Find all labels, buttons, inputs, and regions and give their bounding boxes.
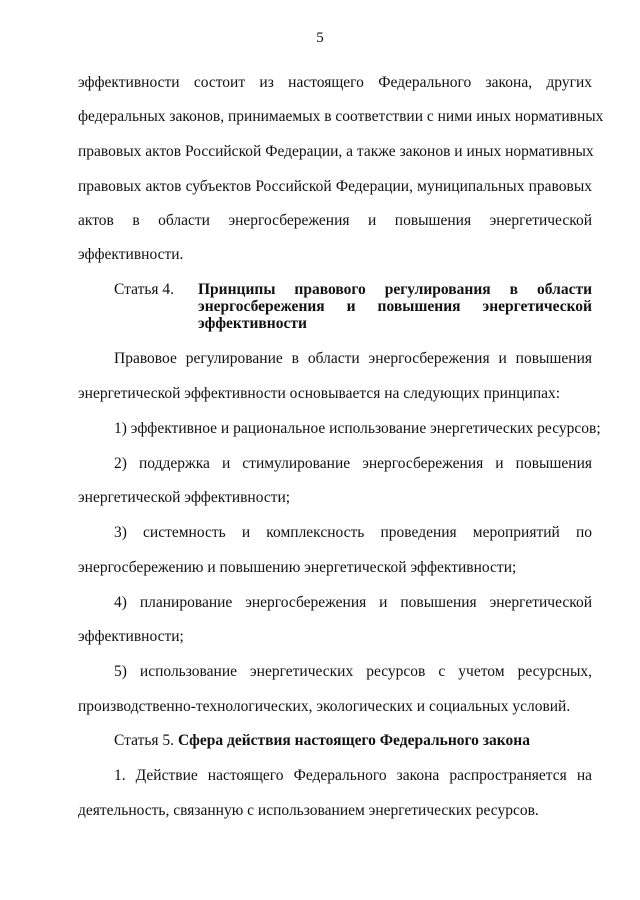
text-line: производственно-технологических, экологических и социальных условий. — [78, 698, 571, 715]
article-5-label: Статья 5. — [114, 732, 175, 749]
text-line: энергетической эффективности; — [78, 489, 291, 506]
text-line: правовых актов субъектов Российской Федерации, муниципальных правовых — [78, 178, 592, 195]
text-line: 1) эффективное и рациональное использование энергетических ресурсов; — [114, 420, 601, 437]
text-line: 1. Действие настоящего Федерального закона распространяется на — [114, 767, 592, 784]
text-line: актов в области энергосбережения и повышения энергетической — [78, 212, 592, 229]
text-line: эффективности состоит из настоящего Федерального закона, других — [78, 74, 592, 91]
text-line: Правовое регулирование в области энергосбережения и повышения — [114, 350, 592, 367]
text-line: деятельность, связанную с использованием энергетических ресурсов. — [78, 802, 539, 819]
article-4-title — [198, 281, 592, 332]
article-5-heading — [114, 732, 592, 750]
text-line: эффективности. — [78, 246, 184, 263]
article-4-label: Статья 4. — [114, 281, 175, 298]
article-title-line: эффективности — [198, 315, 307, 332]
page-number: 5 — [316, 30, 324, 46]
text-line: правовых актов Российской Федерации, а также законов и иных нормативных — [78, 143, 594, 160]
article-5-title: Сфера действия настоящего Федерального закона — [177, 732, 530, 749]
text-line: 4) планирование энергосбережения и повышения энергетической — [114, 594, 592, 611]
text-line: 2) поддержка и стимулирование энергосбережения и повышения — [114, 455, 592, 472]
text-line: федеральных законов, принимаемых в соответствии с ними иных нормативных — [78, 108, 604, 125]
text-line: энергетической эффективности основывается на следующих принципах: — [78, 385, 561, 402]
article-title-line: энергосбережения и повышения энергетической — [198, 298, 592, 315]
text-line: энергосбережению и повышению энергетической эффективности; — [78, 559, 517, 576]
text-line: эффективности; — [78, 628, 184, 645]
text-line: 5) использование энергетических ресурсов с учетом ресурсных, — [114, 663, 592, 680]
article-title-line: Принципы правового регулирования в области — [198, 281, 592, 298]
text-line: 3) системность и комплексность проведения мероприятий по — [114, 524, 592, 541]
